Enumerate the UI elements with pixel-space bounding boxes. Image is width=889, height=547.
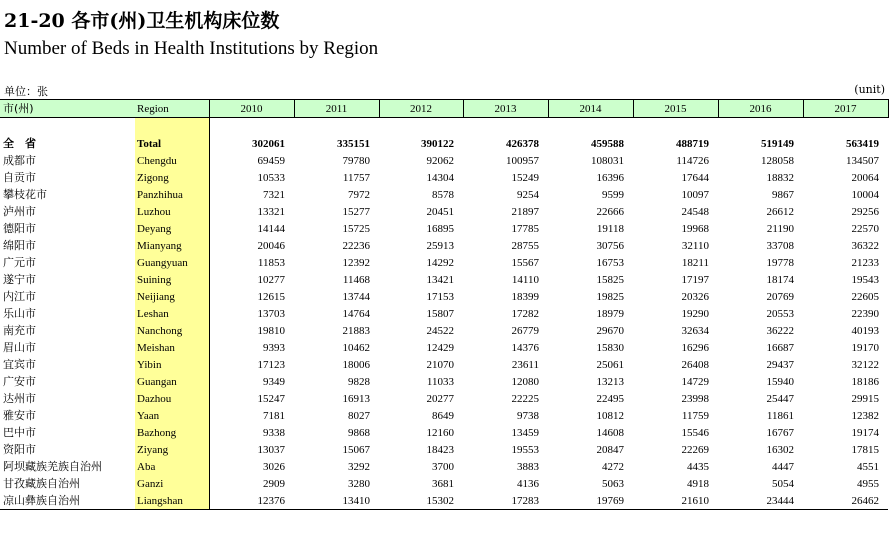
bed-count-cell: 16302 <box>766 443 794 456</box>
bed-count-cell: 15567 <box>511 256 539 269</box>
bed-count-cell: 18399 <box>511 290 539 303</box>
bed-count-cell: 18211 <box>681 256 709 269</box>
table-row <box>0 339 888 356</box>
bed-count-cell: 302061 <box>252 137 285 150</box>
bed-count-cell: 15249 <box>511 171 539 184</box>
bed-count-cell: 15830 <box>596 341 624 354</box>
bed-count-cell: 14764 <box>342 307 370 320</box>
region-name-cell: Ziyang <box>135 441 209 458</box>
page-title-english: Number of Beds in Health Institutions by Region <box>4 38 379 59</box>
bed-count-cell: 17197 <box>681 273 709 286</box>
city-name-cell: 泸州市 <box>3 204 36 218</box>
bed-count-cell: 4955 <box>857 477 879 490</box>
bed-count-cell: 25061 <box>596 358 624 371</box>
bed-count-cell: 23611 <box>511 358 539 371</box>
bed-count-cell: 15302 <box>379 492 463 510</box>
bed-count-cell: 8649 <box>432 409 454 422</box>
header-year: 2010 <box>209 100 294 118</box>
region-name-cell: Leshan <box>135 305 209 322</box>
table-row <box>0 152 888 169</box>
table-row <box>0 271 888 288</box>
bed-count-cell: 33708 <box>766 239 794 252</box>
city-name-cell: 巴中市 <box>3 425 36 439</box>
bed-count-cell: 32122 <box>851 358 879 371</box>
bed-count-cell: 13459 <box>511 426 539 439</box>
bed-count-cell: 21897 <box>511 205 539 218</box>
bed-count-cell: 15825 <box>596 273 624 286</box>
city-name-cell: 广元市 <box>3 255 36 269</box>
region-name-cell: Meishan <box>135 339 209 356</box>
region-name-cell: Yibin <box>135 356 209 373</box>
bed-count-cell: 4447 <box>772 460 794 473</box>
bed-count-cell: 26612 <box>766 205 794 218</box>
bed-count-cell: 19290 <box>681 307 709 320</box>
region-name-cell: Total <box>135 135 209 152</box>
bed-count-cell: 18186 <box>851 375 879 388</box>
bed-count-cell: 488719 <box>676 137 709 150</box>
table-row <box>0 305 888 322</box>
bed-count-cell: 25913 <box>426 239 454 252</box>
region-name-cell: Luzhou <box>135 203 209 220</box>
bed-count-cell: 26462 <box>803 492 888 510</box>
bed-count-cell: 36222 <box>766 324 794 337</box>
bed-count-cell: 11468 <box>342 273 370 286</box>
city-name-cell: 遂宁市 <box>3 272 36 286</box>
region-name-cell: Mianyang <box>135 237 209 254</box>
bed-count-cell: 20326 <box>681 290 709 303</box>
table-row <box>0 356 888 373</box>
bed-count-cell: 3292 <box>348 460 370 473</box>
bed-count-cell: 16913 <box>342 392 370 405</box>
page-title-chinese: 21-20 各市(州)卫生机构床位数 <box>4 10 280 32</box>
bed-count-cell: 8027 <box>348 409 370 422</box>
bed-count-cell: 21610 <box>633 492 718 510</box>
city-name-cell: 眉山市 <box>3 340 36 354</box>
bed-count-cell: 29915 <box>851 392 879 405</box>
table-row <box>0 288 888 305</box>
table-row <box>0 203 888 220</box>
bed-count-cell: 19553 <box>511 443 539 456</box>
header-year: 2016 <box>718 100 803 118</box>
bed-count-cell: 16396 <box>596 171 624 184</box>
bed-count-cell: 5063 <box>602 477 624 490</box>
bed-count-cell: 20277 <box>426 392 454 405</box>
header-year: 2012 <box>379 100 463 118</box>
bed-count-cell: 12160 <box>426 426 454 439</box>
bed-count-cell: 10277 <box>257 273 285 286</box>
bed-count-cell: 22605 <box>851 290 879 303</box>
bed-count-cell: 17153 <box>426 290 454 303</box>
city-name-cell: 乐山市 <box>3 306 36 320</box>
city-name-cell: 广安市 <box>3 374 36 388</box>
bed-count-cell: 26408 <box>681 358 709 371</box>
bed-count-cell: 3700 <box>432 460 454 473</box>
bed-count-cell: 9254 <box>517 188 539 201</box>
bed-count-cell: 14608 <box>596 426 624 439</box>
bed-count-cell: 23444 <box>718 492 803 510</box>
bed-count-cell: 17282 <box>511 307 539 320</box>
bed-count-cell: 20046 <box>257 239 285 252</box>
bed-count-cell: 13703 <box>257 307 285 320</box>
bed-count-cell: 7181 <box>263 409 285 422</box>
bed-count-cell: 22666 <box>596 205 624 218</box>
bed-count-cell: 22236 <box>342 239 370 252</box>
unit-label-english: (unit) <box>854 83 885 96</box>
bed-count-cell: 28755 <box>511 239 539 252</box>
bed-count-cell: 69459 <box>257 154 285 167</box>
bed-count-cell: 20064 <box>851 171 879 184</box>
bed-count-cell: 10533 <box>257 171 285 184</box>
table-row <box>0 475 888 492</box>
bed-count-cell: 14729 <box>681 375 709 388</box>
region-name-cell: Guangan <box>135 373 209 390</box>
bed-count-cell: 19174 <box>851 426 879 439</box>
bed-count-cell: 16895 <box>426 222 454 235</box>
bed-count-cell: 22269 <box>681 443 709 456</box>
table-row <box>0 390 888 407</box>
bed-count-cell: 3883 <box>517 460 539 473</box>
bed-count-cell: 9867 <box>772 188 794 201</box>
bed-count-cell: 18979 <box>596 307 624 320</box>
bed-count-cell: 12615 <box>257 290 285 303</box>
table-row <box>0 254 888 271</box>
bed-count-cell: 134507 <box>846 154 879 167</box>
region-name-cell: Liangshan <box>135 492 209 510</box>
bed-count-cell: 5054 <box>772 477 794 490</box>
table-row <box>0 373 888 390</box>
bed-count-cell: 12392 <box>342 256 370 269</box>
city-name-cell: 成都市 <box>3 153 36 167</box>
bed-count-cell: 9338 <box>263 426 285 439</box>
city-name-cell: 绵阳市 <box>3 238 36 252</box>
bed-count-cell: 20847 <box>596 443 624 456</box>
header-city: 市(州) <box>0 100 135 118</box>
bed-count-cell: 21070 <box>426 358 454 371</box>
spacer-row <box>0 118 888 136</box>
bed-count-cell: 13410 <box>294 492 379 510</box>
bed-count-cell: 79780 <box>342 154 370 167</box>
table-row <box>0 424 888 441</box>
table-row <box>0 322 888 339</box>
bed-count-cell: 4918 <box>687 477 709 490</box>
bed-count-cell: 10812 <box>596 409 624 422</box>
bed-count-cell: 4272 <box>602 460 624 473</box>
bed-count-cell: 19769 <box>548 492 633 510</box>
table-row <box>0 441 888 458</box>
bed-count-cell: 9828 <box>348 375 370 388</box>
bed-count-cell: 13213 <box>596 375 624 388</box>
table-row <box>0 169 888 186</box>
bed-count-cell: 18006 <box>342 358 370 371</box>
bed-count-cell: 10462 <box>342 341 370 354</box>
bed-count-cell: 19543 <box>851 273 879 286</box>
city-name-cell: 全 省 <box>3 136 36 150</box>
bed-count-cell: 15940 <box>766 375 794 388</box>
bed-count-cell: 13037 <box>257 443 285 456</box>
bed-count-cell: 14376 <box>511 341 539 354</box>
bed-count-cell: 7972 <box>348 188 370 201</box>
bed-count-cell: 11033 <box>426 375 454 388</box>
bed-count-cell: 15067 <box>342 443 370 456</box>
bed-count-cell: 21190 <box>766 222 794 235</box>
bed-count-cell: 30756 <box>596 239 624 252</box>
bed-count-cell: 22390 <box>851 307 879 320</box>
bed-count-cell: 3280 <box>348 477 370 490</box>
bed-count-cell: 519149 <box>761 137 794 150</box>
region-name-cell: Guangyuan <box>135 254 209 271</box>
bed-count-cell: 15546 <box>681 426 709 439</box>
region-name-cell: Neijiang <box>135 288 209 305</box>
bed-count-cell: 19778 <box>766 256 794 269</box>
table-row <box>0 237 888 254</box>
bed-count-cell: 11861 <box>766 409 794 422</box>
bed-count-cell: 25447 <box>766 392 794 405</box>
table-row <box>0 135 888 152</box>
bed-count-cell: 9868 <box>348 426 370 439</box>
bed-count-cell: 16753 <box>596 256 624 269</box>
bed-count-cell: 17785 <box>511 222 539 235</box>
bed-count-cell: 29256 <box>851 205 879 218</box>
header-year: 2011 <box>294 100 379 118</box>
bed-count-cell: 24522 <box>426 324 454 337</box>
bed-count-cell: 20553 <box>766 307 794 320</box>
bed-count-cell: 17815 <box>851 443 879 456</box>
bed-count-cell: 18174 <box>766 273 794 286</box>
table-row <box>0 458 888 475</box>
bed-count-cell: 4435 <box>687 460 709 473</box>
table-row <box>0 492 888 510</box>
table-row <box>0 407 888 424</box>
city-name-cell: 南充市 <box>3 323 36 337</box>
bed-count-cell: 21233 <box>851 256 879 269</box>
region-name-cell: Panzhihua <box>135 186 209 203</box>
bed-count-cell: 14110 <box>511 273 539 286</box>
beds-table <box>0 99 889 510</box>
header-year: 2017 <box>803 100 888 118</box>
bed-count-cell: 19968 <box>681 222 709 235</box>
region-name-cell: Aba <box>135 458 209 475</box>
bed-count-cell: 11853 <box>257 256 285 269</box>
bed-count-cell: 390122 <box>421 137 454 150</box>
bed-count-cell: 15247 <box>257 392 285 405</box>
bed-count-cell: 108031 <box>591 154 624 167</box>
bed-count-cell: 29670 <box>596 324 624 337</box>
bed-count-cell: 3026 <box>263 460 285 473</box>
region-name-cell: Zigong <box>135 169 209 186</box>
bed-count-cell: 9599 <box>602 188 624 201</box>
city-name-cell: 资阳市 <box>3 442 36 456</box>
region-name-cell: Ganzi <box>135 475 209 492</box>
city-name-cell: 甘孜藏族自治州 <box>3 476 80 490</box>
bed-count-cell: 22495 <box>596 392 624 405</box>
header-row <box>0 100 888 118</box>
table-row <box>0 220 888 237</box>
bed-count-cell: 32634 <box>681 324 709 337</box>
bed-count-cell: 21883 <box>342 324 370 337</box>
spacer-region-cell <box>135 118 209 136</box>
region-name-cell: Chengdu <box>135 152 209 169</box>
bed-count-cell: 17644 <box>681 171 709 184</box>
bed-count-cell: 2909 <box>263 477 285 490</box>
table-body <box>0 118 888 510</box>
bed-count-cell: 19825 <box>596 290 624 303</box>
bed-count-cell: 26779 <box>511 324 539 337</box>
region-name-cell: Dazhou <box>135 390 209 407</box>
bed-count-cell: 11757 <box>342 171 370 184</box>
bed-count-cell: 16296 <box>681 341 709 354</box>
bed-count-cell: 15725 <box>342 222 370 235</box>
bed-count-cell: 18832 <box>766 171 794 184</box>
bed-count-cell: 335151 <box>337 137 370 150</box>
unit-label-chinese: 单位：张 <box>4 85 48 98</box>
bed-count-cell: 32110 <box>681 239 709 252</box>
bed-count-cell: 24548 <box>681 205 709 218</box>
bed-count-cell: 18423 <box>426 443 454 456</box>
bed-count-cell: 128058 <box>761 154 794 167</box>
bed-count-cell: 9393 <box>263 341 285 354</box>
bed-count-cell: 12382 <box>851 409 879 422</box>
bed-count-cell: 14292 <box>426 256 454 269</box>
bed-count-cell: 12080 <box>511 375 539 388</box>
spacer-values <box>209 118 888 136</box>
header-region: Region <box>135 100 209 118</box>
bed-count-cell: 20451 <box>426 205 454 218</box>
bed-count-cell: 3681 <box>432 477 454 490</box>
bed-count-cell: 8578 <box>432 188 454 201</box>
region-name-cell: Suining <box>135 271 209 288</box>
city-name-cell: 宜宾市 <box>3 357 36 371</box>
header-year: 2015 <box>633 100 718 118</box>
bed-count-cell: 13744 <box>342 290 370 303</box>
bed-count-cell: 563419 <box>846 137 879 150</box>
city-name-cell: 雅安市 <box>3 408 36 422</box>
bed-count-cell: 12429 <box>426 341 454 354</box>
bed-count-cell: 13421 <box>426 273 454 286</box>
bed-count-cell: 4551 <box>857 460 879 473</box>
bed-count-cell: 19810 <box>257 324 285 337</box>
bed-count-cell: 22570 <box>851 222 879 235</box>
bed-count-cell: 20769 <box>766 290 794 303</box>
region-name-cell: Nanchong <box>135 322 209 339</box>
bed-count-cell: 14304 <box>426 171 454 184</box>
bed-count-cell: 10097 <box>681 188 709 201</box>
bed-count-cell: 459588 <box>591 137 624 150</box>
bed-count-cell: 92062 <box>426 154 454 167</box>
bed-count-cell: 29437 <box>766 358 794 371</box>
region-name-cell: Bazhong <box>135 424 209 441</box>
city-name-cell: 阿坝藏族羌族自治州 <box>3 459 102 473</box>
bed-count-cell: 16767 <box>766 426 794 439</box>
bed-count-cell: 7321 <box>263 188 285 201</box>
bed-count-cell: 12376 <box>209 492 294 510</box>
bed-count-cell: 17283 <box>463 492 548 510</box>
bed-count-cell: 11759 <box>681 409 709 422</box>
bed-count-cell: 22225 <box>511 392 539 405</box>
bed-count-cell: 10004 <box>851 188 879 201</box>
bed-count-cell: 9738 <box>517 409 539 422</box>
header-year: 2013 <box>463 100 548 118</box>
bed-count-cell: 36322 <box>851 239 879 252</box>
region-name-cell: Yaan <box>135 407 209 424</box>
city-name-cell: 内江市 <box>3 289 36 303</box>
bed-count-cell: 14144 <box>257 222 285 235</box>
bed-count-cell: 19170 <box>851 341 879 354</box>
bed-count-cell: 114726 <box>676 154 709 167</box>
bed-count-cell: 15277 <box>342 205 370 218</box>
bed-count-cell: 17123 <box>257 358 285 371</box>
bed-count-cell: 15807 <box>426 307 454 320</box>
bed-count-cell: 19118 <box>596 222 624 235</box>
bed-count-cell: 9349 <box>263 375 285 388</box>
bed-count-cell: 13321 <box>257 205 285 218</box>
spacer-cell <box>0 118 135 136</box>
city-name-cell: 自贡市 <box>3 170 36 184</box>
city-name-cell: 凉山彝族自治州 <box>0 492 135 510</box>
city-name-cell: 德阳市 <box>3 221 36 235</box>
region-name-cell: Deyang <box>135 220 209 237</box>
bed-count-cell: 100957 <box>506 154 539 167</box>
city-name-cell: 达州市 <box>3 391 36 405</box>
city-name-cell: 攀枝花市 <box>3 187 47 201</box>
bed-count-cell: 4136 <box>517 477 539 490</box>
header-year: 2014 <box>548 100 633 118</box>
bed-count-cell: 16687 <box>766 341 794 354</box>
bed-count-cell: 40193 <box>851 324 879 337</box>
bed-count-cell: 23998 <box>681 392 709 405</box>
bed-count-cell: 426378 <box>506 137 539 150</box>
table-row <box>0 186 888 203</box>
